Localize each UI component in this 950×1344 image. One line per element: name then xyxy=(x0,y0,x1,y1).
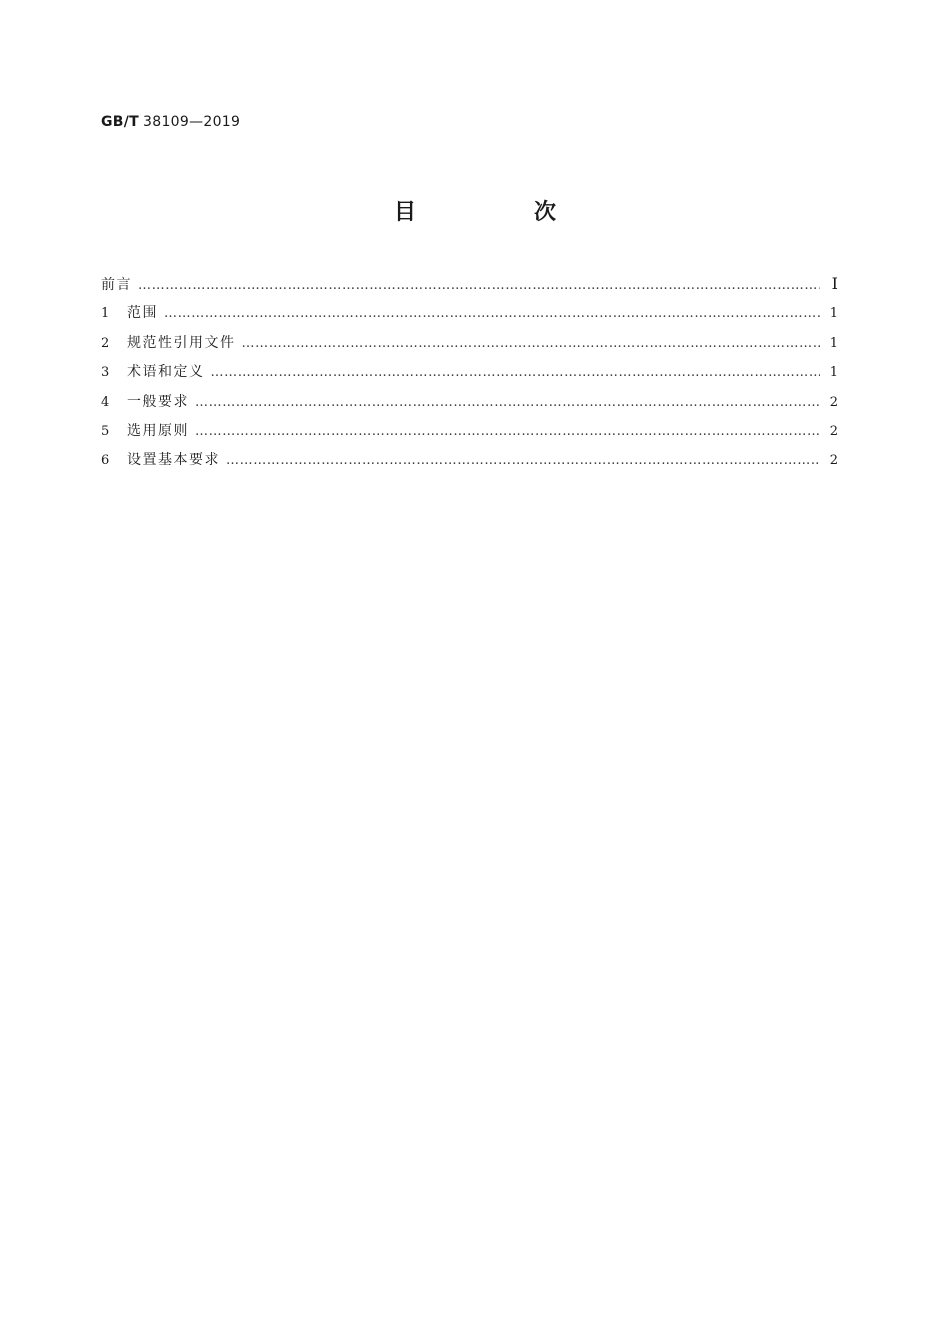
toc-entry-page: 2 xyxy=(829,394,838,410)
toc-entry-page: 1 xyxy=(829,365,838,381)
toc-leader-dots xyxy=(211,362,821,384)
toc-entry-foreword[interactable] xyxy=(101,273,838,302)
toc-leader-dots xyxy=(195,392,820,414)
toc-leader-dots xyxy=(164,303,820,325)
toc-entry-selection-principles[interactable] xyxy=(101,420,838,449)
toc-entry-number: 6 xyxy=(101,453,110,469)
toc-entry-number: 5 xyxy=(101,423,110,439)
toc-title: 目 次 xyxy=(393,200,604,225)
toc-entry-label: 选用原则 xyxy=(127,422,189,439)
toc-entry-basic-setup-requirements[interactable] xyxy=(101,449,838,478)
standard-code xyxy=(101,114,240,130)
toc-entry-general-requirements[interactable] xyxy=(101,391,838,420)
toc-entry-page: 2 xyxy=(829,453,838,469)
toc-entry-scope[interactable] xyxy=(101,302,838,331)
toc-entry-normative-references[interactable] xyxy=(101,332,838,361)
toc-leader-dots xyxy=(138,275,820,297)
toc-leader-dots xyxy=(195,421,820,443)
table-of-contents xyxy=(101,273,838,479)
toc-entry-number: 4 xyxy=(101,394,110,410)
toc-leader-dots xyxy=(226,450,820,472)
toc-entry-page: 1 xyxy=(829,335,838,351)
toc-entry-number: 2 xyxy=(101,335,110,351)
toc-entry-label: 设置基本要求 xyxy=(127,452,220,469)
toc-entry-label: 规范性引用文件 xyxy=(127,334,236,351)
toc-entry-label: 范围 xyxy=(127,305,158,322)
toc-entry-page: 2 xyxy=(829,423,838,439)
toc-entry-page: Ⅰ xyxy=(831,274,838,293)
toc-entry-terms-definitions[interactable] xyxy=(101,361,838,390)
toc-entry-page: 1 xyxy=(829,306,838,322)
toc-entry-number: 1 xyxy=(101,306,110,322)
toc-entry-label: 前言 xyxy=(101,277,132,293)
toc-entry-label: 术语和定义 xyxy=(127,364,205,381)
toc-leader-dots xyxy=(242,333,821,355)
standard-prefix: GB/T xyxy=(101,114,140,130)
toc-entry-number: 3 xyxy=(101,365,110,381)
standard-number: 38109—2019 xyxy=(143,114,241,130)
toc-entry-label: 一般要求 xyxy=(127,393,189,410)
